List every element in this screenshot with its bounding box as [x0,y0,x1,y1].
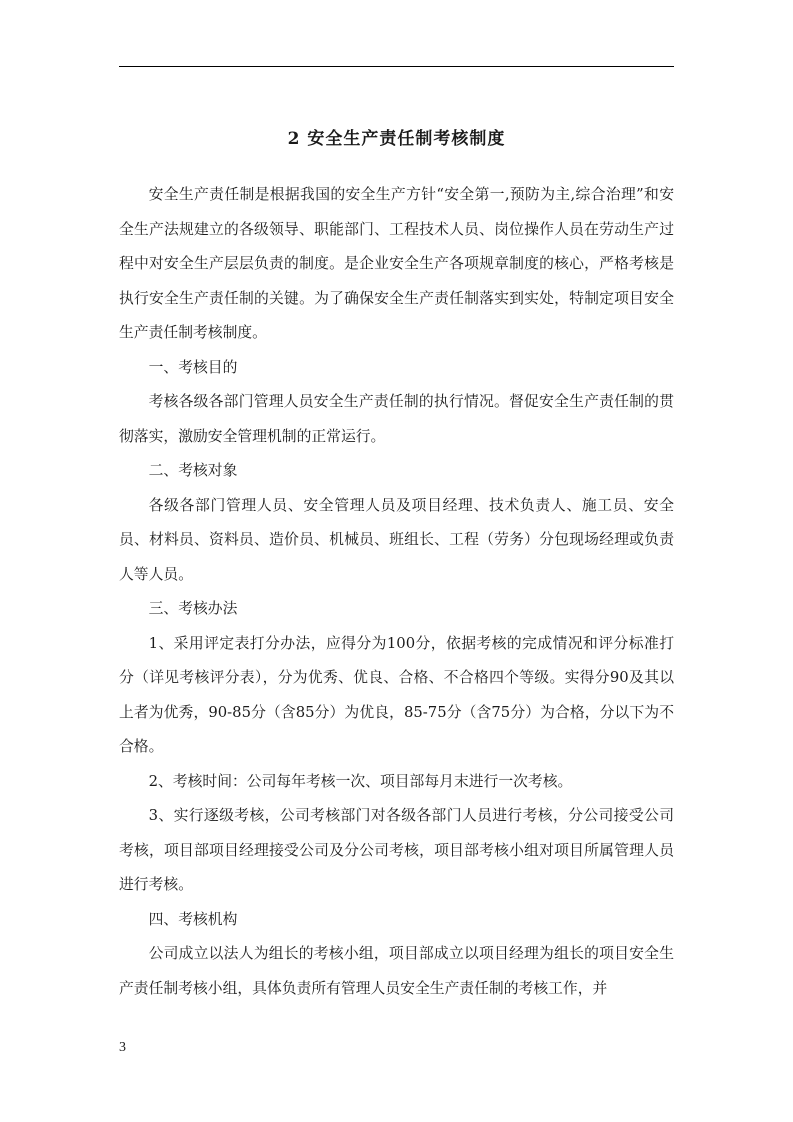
document-body [119,178,674,1006]
paragraph-intro: 安全生产责任制是根据我国的安全生产方针“安全第一,预防为主,综合治理”和安全生产法规建立的各级领导、职能部门、工程技术人员、岗位操作人员在劳动生产过程中对安全生产层层负责的制度。是企业安全生产各项规章制度的核心，严格考核是执行安全生产责任制的关键。为了确保安全生产责任制落实到实处，特制定项目安全生产责任制考核制度。 [119,186,674,341]
section-heading-targets: 二、考核对象 [148,462,238,479]
paragraph-method-1: 1、采用评定表打分办法，应得分为100分，依据考核的完成情况和评分标准打分（详见考核评分表），分为优秀、优良、合格、不合格四个等级。实得分90及其以上者为优秀，90-85分（含85分）为优良，85-75分（含75分）为合格，分以下为不合格。 [119,634,674,755]
header-rule [119,66,674,67]
page-number: 3 [119,1040,126,1055]
document-title: 2 安全生产责任制考核制度 [287,129,506,149]
paragraph-purpose: 考核各级各部门管理人员安全生产责任制的执行情况。督促安全生产责任制的贯彻落实，激励安全管理机制的正常运行。 [119,393,674,445]
paragraph-targets: 各级各部门管理人员、安全管理人员及项目经理、技术负责人、施工员、安全员、材料员、资料员、造价员、机械员、班组长、工程（劳务）分包现场经理或负责人等人员。 [119,496,674,583]
section-heading-method: 三、考核办法 [148,600,238,617]
paragraph-organization: 公司成立以法人为组长的考核小组，项目部成立以项目经理为组长的项目安全生产责任制考核小组，具体负责所有管理人员安全生产责任制的考核工作，并 [119,945,674,997]
paragraph-method-2: 2、考核时间：公司每年考核一次、项目部每月末进行一次考核。 [148,772,573,790]
paragraph-method-3: 3、实行逐级考核，公司考核部门对各级各部门人员进行考核，分公司接受公司考核，项目部项目经理接受公司及分公司考核，项目部考核小组对项目所属管理人员进行考核。 [119,807,674,893]
section-heading-organization: 四、考核机构 [148,910,238,928]
section-heading-purpose: 一、考核目的 [148,358,238,376]
